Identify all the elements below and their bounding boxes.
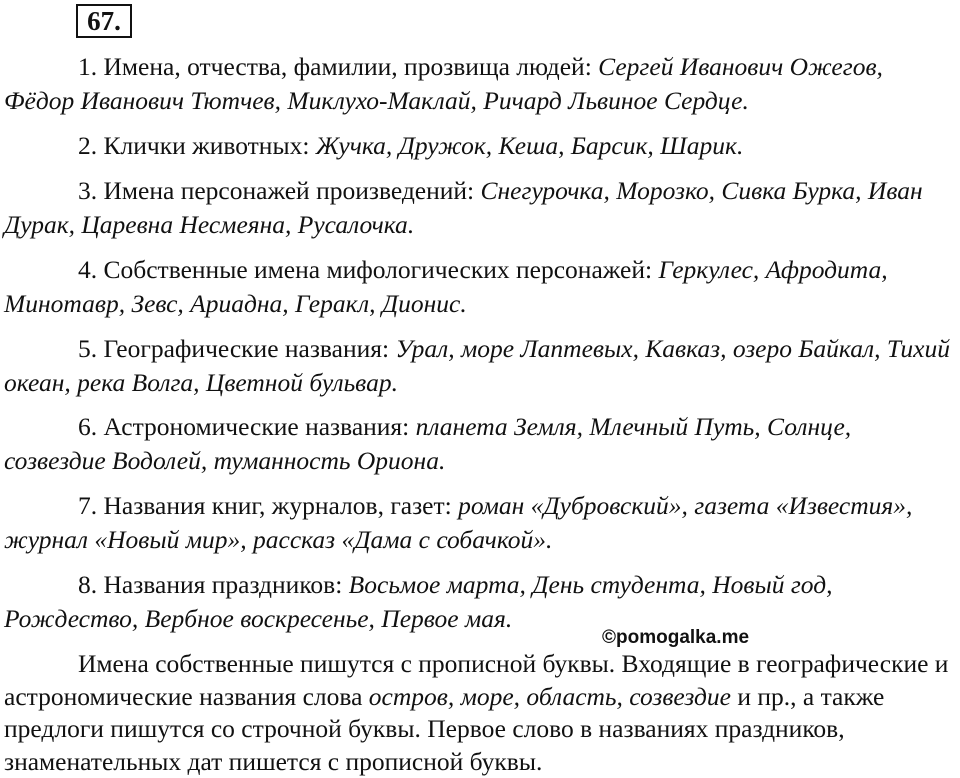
list-item-publications (4, 489, 956, 557)
conclusion-text-end: и пр., а также предлоги пишутся со строчной буквы. Первое слово в названиях праздников, знаменательных дат пишется с прописной буквы. (4, 681, 885, 776)
item-tail: . (438, 446, 446, 475)
item-label: 7. Названия книг, журналов, газет: (78, 491, 459, 520)
list-item-astronomy (4, 410, 956, 478)
item-label: 1. Имена, отчества, фамилии, прозвища людей: (78, 52, 599, 81)
item-tail: . (546, 525, 553, 554)
item-label: 8. Названия праздников: (78, 570, 349, 599)
task-number: 67. (76, 4, 132, 38)
item-examples: Снегурочка, Морозко, Сивка Бурка, Иван Дурак, Царевна Несмеяна, Русалочка (4, 176, 923, 239)
item-examples: Восьмое марта, День студента, Новый год, Рождество, Вербное воскресенье, Первое мая (4, 570, 833, 633)
list-item-characters (4, 174, 956, 242)
item-tail: . (505, 604, 513, 633)
item-examples: Сергей Иванович Ожегов, Фёдор Иванович Тютчев, Миклухо-Маклай, Ричард Львиное Сердце (4, 52, 883, 115)
item-examples: Жучка, Дружок, Кеша, Барсик, Шарик (315, 131, 737, 160)
list-item-names (4, 50, 956, 118)
item-label: 6. Астрономические названия: (78, 412, 416, 441)
item-tail: . (742, 86, 749, 115)
item-examples: Урал, море Лаптевых, Кавказ, озеро Байкал, Тихий океан, река Волга, Цветной бульвар (4, 334, 950, 397)
item-label: 4. Собственные имена мифологических персонажей: (78, 255, 659, 284)
conclusion-italic: остров, море, область, созвездие (368, 681, 731, 711)
list-item-holidays (4, 568, 956, 636)
item-tail: . (391, 368, 398, 397)
conclusion-text: Имена собственные пишутся с прописной буквы. Входящие в географические и астрономические названия слова (4, 649, 949, 711)
item-label: 2. Клички животных: (78, 131, 316, 160)
item-tail: . (407, 210, 415, 239)
list-item-mythology (4, 253, 956, 321)
item-examples: Геркулес, Афродита, Минотавр, Зевс, Ариадна, Геракл, Дионис (4, 255, 888, 318)
item-examples: планета Земля, Млечный Путь, Солнце, созвездие Водолей, туманность Ориона (4, 412, 852, 475)
item-label: 3. Имена персонажей произведений: (78, 176, 481, 205)
item-tail: . (736, 131, 744, 160)
list-item-animal-names (4, 129, 956, 163)
item-examples: роман «Дубровский», газета «Известия», журнал «Новый мир», рассказ «Дама с собачкой» (4, 491, 913, 554)
conclusion-paragraph (4, 648, 956, 778)
item-tail: . (460, 289, 467, 318)
item-label: 5. Географические названия: (78, 334, 396, 363)
watermark: ©pomogalka.me (602, 627, 750, 648)
list-item-geography (4, 332, 956, 400)
